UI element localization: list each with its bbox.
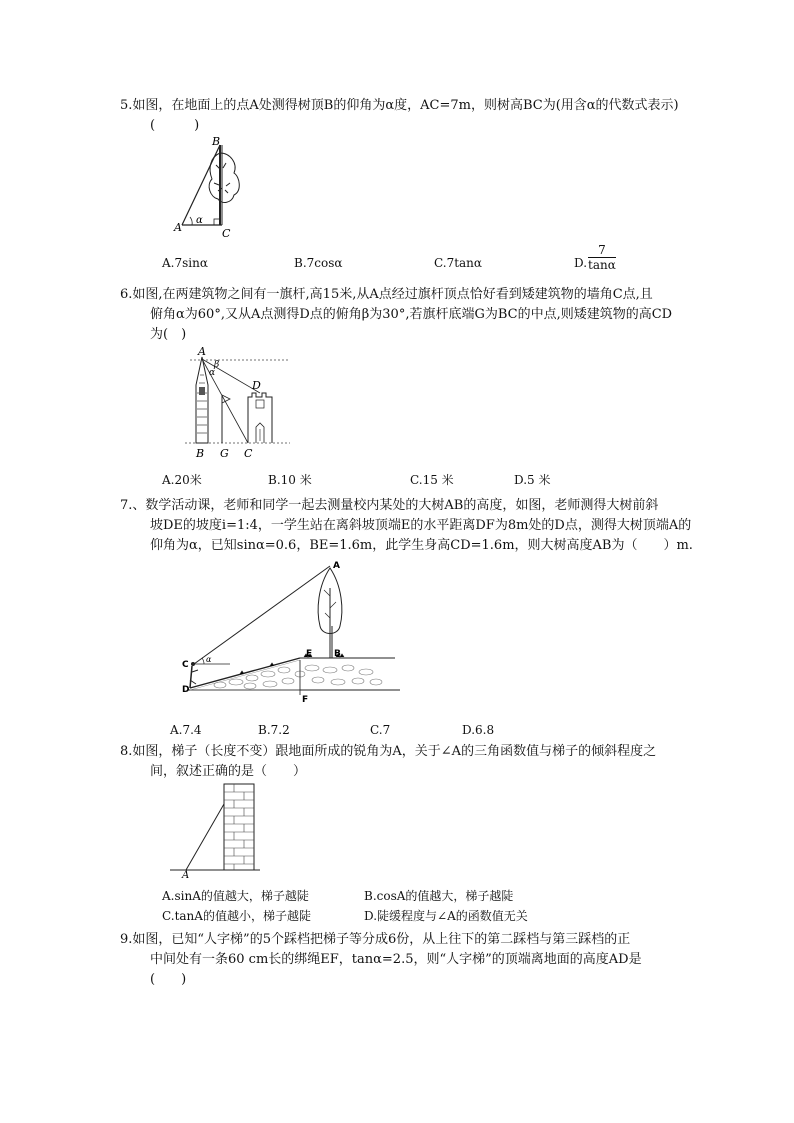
q9-stem-line2: 中间处有一条60 cm长的绑绳EF，tanα=2.5，则“人字梯”的顶端离地面的高度AD是 (150, 952, 642, 967)
q6-stem-line1: 6.如图,在两建筑物之间有一旗杆,高15米,从A点经过旗杆顶点恰好看到矮建筑物的墙角C点,且 (120, 287, 653, 302)
q7-label-F: F (302, 695, 309, 705)
q6-label-D: D (252, 379, 261, 392)
q8-stem-line2: 间，叙述正确的是（ ） (150, 764, 307, 779)
q5-option-b[interactable]: B.7cosα (294, 256, 343, 270)
q8-option-c[interactable]: C.tanA的值越小，梯子越陡 (162, 909, 311, 923)
q7-stem-line2: 坡DE的坡度i=1:4，一学生站在离斜坡顶端E的水平距离DF为8m处的D点，测得大树顶端A的 (150, 518, 692, 533)
q7-figure-tree-slope (180, 560, 405, 705)
q5-option-a[interactable]: A.7sinα (162, 256, 208, 270)
q7-option-b[interactable]: B.7.2 (258, 723, 290, 737)
q5-label-A: A (174, 221, 182, 234)
q6-option-c[interactable]: C.15 米 (410, 473, 454, 487)
q9-answer-blank: ( ) (150, 972, 187, 987)
q6-label-A: A (198, 345, 206, 358)
q7-label-C: C (182, 660, 189, 670)
q5-option-d-denominator: tanα (588, 258, 616, 272)
q6-stem-line2: 俯角α为60°,又从A点测得D点的俯角β为30°,若旗杆底端G为BC的中点,则矮建筑物的高CD (150, 307, 673, 322)
q9-stem-line1: 9.如图，已知“人字梯”的5个踩档把梯子等分成6份，从上往下的第二踩档与第三踩档的正 (120, 932, 631, 947)
q6-label-G: G (220, 447, 229, 460)
q5-option-d-numerator: 7 (588, 244, 616, 258)
q5-option-d-fraction (588, 244, 616, 272)
q8-option-d[interactable]: D.陡缓程度与∠A的函数值无关 (364, 909, 528, 923)
q7-label-B: B (334, 649, 341, 659)
q6-option-d[interactable]: D.5 米 (514, 473, 551, 487)
q7-stem-line1: 7.、数学活动课，老师和同学一起去测量校内某处的大树AB的高度，如图，老师测得大树前斜 (120, 498, 659, 513)
q7-label-D: D (182, 685, 190, 695)
q6-stem-line3: 为( ) (150, 327, 187, 342)
q5-label-C: C (222, 227, 231, 240)
q7-option-a[interactable]: A.7.4 (170, 723, 202, 737)
q5-figure-tree (170, 135, 250, 240)
q6-figure-buildings (180, 345, 300, 460)
q5-option-d-prefix: D. (574, 256, 588, 270)
q5-label-alpha: α (196, 215, 203, 226)
q8-option-a[interactable]: A.sinA的值越大，梯子越陡 (162, 889, 309, 903)
q7-option-d[interactable]: D.6.8 (462, 723, 495, 737)
q5-label-B: B (212, 135, 221, 148)
q5-stem-line1: 5.如图，在地面上的点A处测得树顶B的仰角为α度，AC=7m，则树高BC为(用含α的代数式表示) (120, 98, 679, 113)
q8-figure-ladder-wall (170, 782, 270, 881)
q8-option-b[interactable]: B.cosA的值越大，梯子越陡 (364, 889, 514, 903)
q7-label-alpha: α (206, 655, 212, 664)
q7-label-A: A (333, 561, 340, 571)
q8-stem-line1: 8.如图，梯子（长度不变）跟地面所成的锐角为A，关于∠A的三角函数值与梯子的倾斜程度之 (120, 744, 657, 759)
q6-label-alpha: α (209, 368, 216, 378)
q5-option-c[interactable]: C.7tanα (434, 256, 483, 270)
q7-stem-line3: 仰角为α，已知sinα=0.6，BE=1.6m，此学生身高CD=1.6m，则大树高度AB为（ ）m. (150, 538, 693, 553)
q8-label-A: A (182, 870, 190, 881)
q6-label-C: C (244, 447, 253, 460)
q5-answer-blank: ( ) (150, 118, 200, 133)
q6-label-beta: β (214, 360, 220, 370)
q6-label-B: B (196, 447, 205, 460)
q5-option-d[interactable] (574, 255, 587, 271)
q6-option-a[interactable]: A.20米 (162, 473, 202, 487)
q7-label-E: E (306, 649, 313, 659)
q6-option-b[interactable]: B.10 米 (268, 473, 312, 487)
q7-option-c[interactable]: C.7 (370, 723, 391, 737)
